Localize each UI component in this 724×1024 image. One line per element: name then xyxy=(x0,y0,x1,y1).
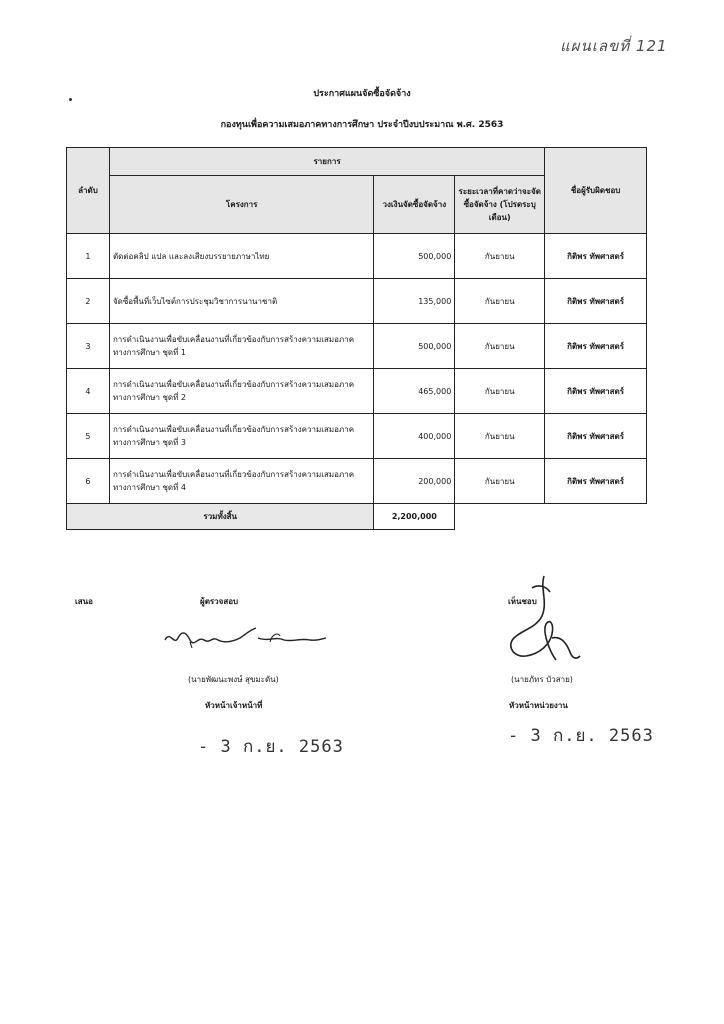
row-period: กันยายน xyxy=(455,459,545,504)
checker-signature xyxy=(160,618,330,658)
row-project: การดำเนินงานเพื่อขับเคลื่อนงานที่เกี่ยวข้องกับการสร้างความเสมอภาคทางการศึกษา ชุดที่ 3 xyxy=(109,414,373,459)
row-contractor: กิติพร ทัพศาสตร์ xyxy=(545,369,647,414)
table-row xyxy=(67,324,647,369)
row-period: กันยายน xyxy=(455,369,545,414)
document-title: ประกาศแผนจัดซื้อจัดจ้าง xyxy=(313,89,411,99)
row-amount: 200,000 xyxy=(374,459,455,504)
row-period: กันยายน xyxy=(455,279,545,324)
row-amount: 500,000 xyxy=(374,234,455,279)
propose-label: เสนอ xyxy=(75,597,93,606)
checker-label: ผู้ตรวจสอบ xyxy=(200,597,239,606)
row-project: การดำเนินงานเพื่อขับเคลื่อนงานที่เกี่ยวข้องกับการสร้างความเสมอภาคทางการศึกษา ชุดที่ 2 xyxy=(109,369,373,414)
approver-name: (นายภัทร บัวสาย) xyxy=(511,675,573,684)
header-items: รายการ xyxy=(109,148,544,176)
table-row xyxy=(67,279,647,324)
row-project: การดำเนินงานเพื่อขับเคลื่อนงานที่เกี่ยวข้องกับการสร้างความเสมอภาคทางการศึกษา ชุดที่ 1 xyxy=(109,324,373,369)
total-amount: 2,200,000 xyxy=(374,504,455,530)
row-amount: 465,000 xyxy=(374,369,455,414)
header-project: โครงการ xyxy=(109,176,373,234)
table-row xyxy=(67,414,647,459)
row-project: ตัดต่อคลิป แปล และลงเสียงบรรยายภาษาไทย xyxy=(109,234,373,279)
approver-position: หัวหน้าหน่วยงาน xyxy=(509,701,568,710)
row-number: 2 xyxy=(67,279,110,324)
procurement-table xyxy=(66,147,647,530)
row-period: กันยายน xyxy=(455,414,545,459)
row-contractor: กิติพร ทัพศาสตร์ xyxy=(545,279,647,324)
row-contractor: กิติพร ทัพศาสตร์ xyxy=(545,459,647,504)
checker-name: (นายพัฒนะพงษ์ สุขมะดัน) xyxy=(188,675,279,684)
checker-position: หัวหน้าเจ้าหน้าที่ xyxy=(205,701,263,710)
header-no: ลำดับ xyxy=(67,148,110,234)
row-contractor: กิติพร ทัพศาสตร์ xyxy=(545,414,647,459)
row-contractor: กิติพร ทัพศาสตร์ xyxy=(545,234,647,279)
row-number: 6 xyxy=(67,459,110,504)
approver-signature xyxy=(492,568,592,678)
table-row xyxy=(67,369,647,414)
row-number: 3 xyxy=(67,324,110,369)
total-label: รวมทั้งสิ้น xyxy=(67,504,374,530)
approve-label: เห็นชอบ xyxy=(508,597,537,606)
row-number: 4 xyxy=(67,369,110,414)
header-row-1 xyxy=(67,148,647,176)
header-amount: วงเงินจัดซื้อจัดจ้าง xyxy=(374,176,455,234)
row-period: กันยายน xyxy=(455,324,545,369)
header-period: ระยะเวลาที่คาดว่าจะจัดซื้อจัดจ้าง (โปรดระบุเดือน) xyxy=(455,176,545,234)
total-row xyxy=(67,504,647,530)
row-contractor: กิติพร ทัพศาสตร์ xyxy=(545,324,647,369)
row-number: 5 xyxy=(67,414,110,459)
header-contractor: ชื่อผู้รับผิดชอบ xyxy=(545,148,647,234)
row-number: 1 xyxy=(67,234,110,279)
row-amount: 500,000 xyxy=(374,324,455,369)
row-project: จัดซื้อพื้นที่เว็บไซต์การประชุมวิชาการนานาชาติ xyxy=(109,279,373,324)
checker-date-stamp: - 3 ก.ย. 2563 xyxy=(198,737,344,757)
row-amount: 400,000 xyxy=(374,414,455,459)
row-period: กันยายน xyxy=(455,234,545,279)
row-amount: 135,000 xyxy=(374,279,455,324)
table-row xyxy=(67,234,647,279)
document-subtitle: กองทุนเพื่อความเสมอภาคทางการศึกษา ประจำปีงบประมาณ พ.ศ. 2563 xyxy=(220,120,504,130)
handwritten-note: แผนเลขที่ 121 xyxy=(560,37,668,55)
approver-date-stamp: - 3 ก.ย. 2563 xyxy=(508,726,654,746)
row-project: การดำเนินงานเพื่อขับเคลื่อนงานที่เกี่ยวข้องกับการสร้างความเสมอภาคทางการศึกษา ชุดที่ 4 xyxy=(109,459,373,504)
table-row xyxy=(67,459,647,504)
total-blank xyxy=(455,504,647,530)
